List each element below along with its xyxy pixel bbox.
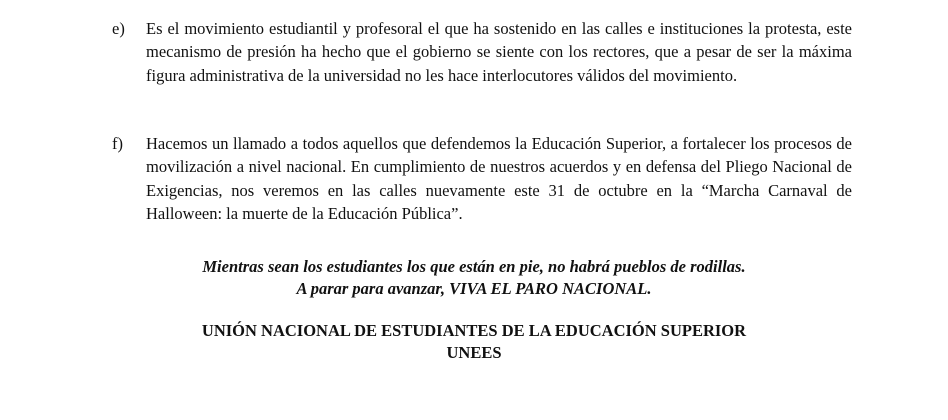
closing-slogans [0, 256, 948, 300]
slogan-line-1: Mientras sean los estudiantes los que están en pie, no habrá pueblos de rodillas. [202, 257, 746, 276]
list-item-f [112, 132, 852, 225]
organization-name: UNIÓN NACIONAL DE ESTUDIANTES DE LA EDUCACIÓN SUPERIOR [201, 321, 747, 340]
list-item-label: e) [112, 19, 125, 38]
list-item-text: Es el movimiento estudiantil y profesoral el que ha sostenido en las calles e instituciones la protesta, este mecanismo de presión ha hecho que el gobierno se siente con los rectores, que a pesar de ser la máxima figura administrativa de la universidad no les hace interlocutores válidos del movimiento. [146, 19, 852, 85]
slogan-line-2: A parar para avanzar, VIVA EL PARO NACIONAL. [296, 279, 652, 298]
list-item-e [112, 17, 852, 87]
list-item-label: f) [112, 134, 123, 153]
list-item-text: Hacemos un llamado a todos aquellos que defendemos la Educación Superior, a fortalecer los procesos de movilización a nivel nacional. En cumplimiento de nuestros acuerdos y en defensa del Pliego Nacional de Exigencias, nos veremos en las calles nuevamente este 31 de octubre en la “Marcha Carnaval de Halloween: la muerte de la Educación Pública”. [146, 134, 852, 223]
organization-acronym: UNEES [446, 343, 502, 362]
signature-block [0, 320, 948, 364]
